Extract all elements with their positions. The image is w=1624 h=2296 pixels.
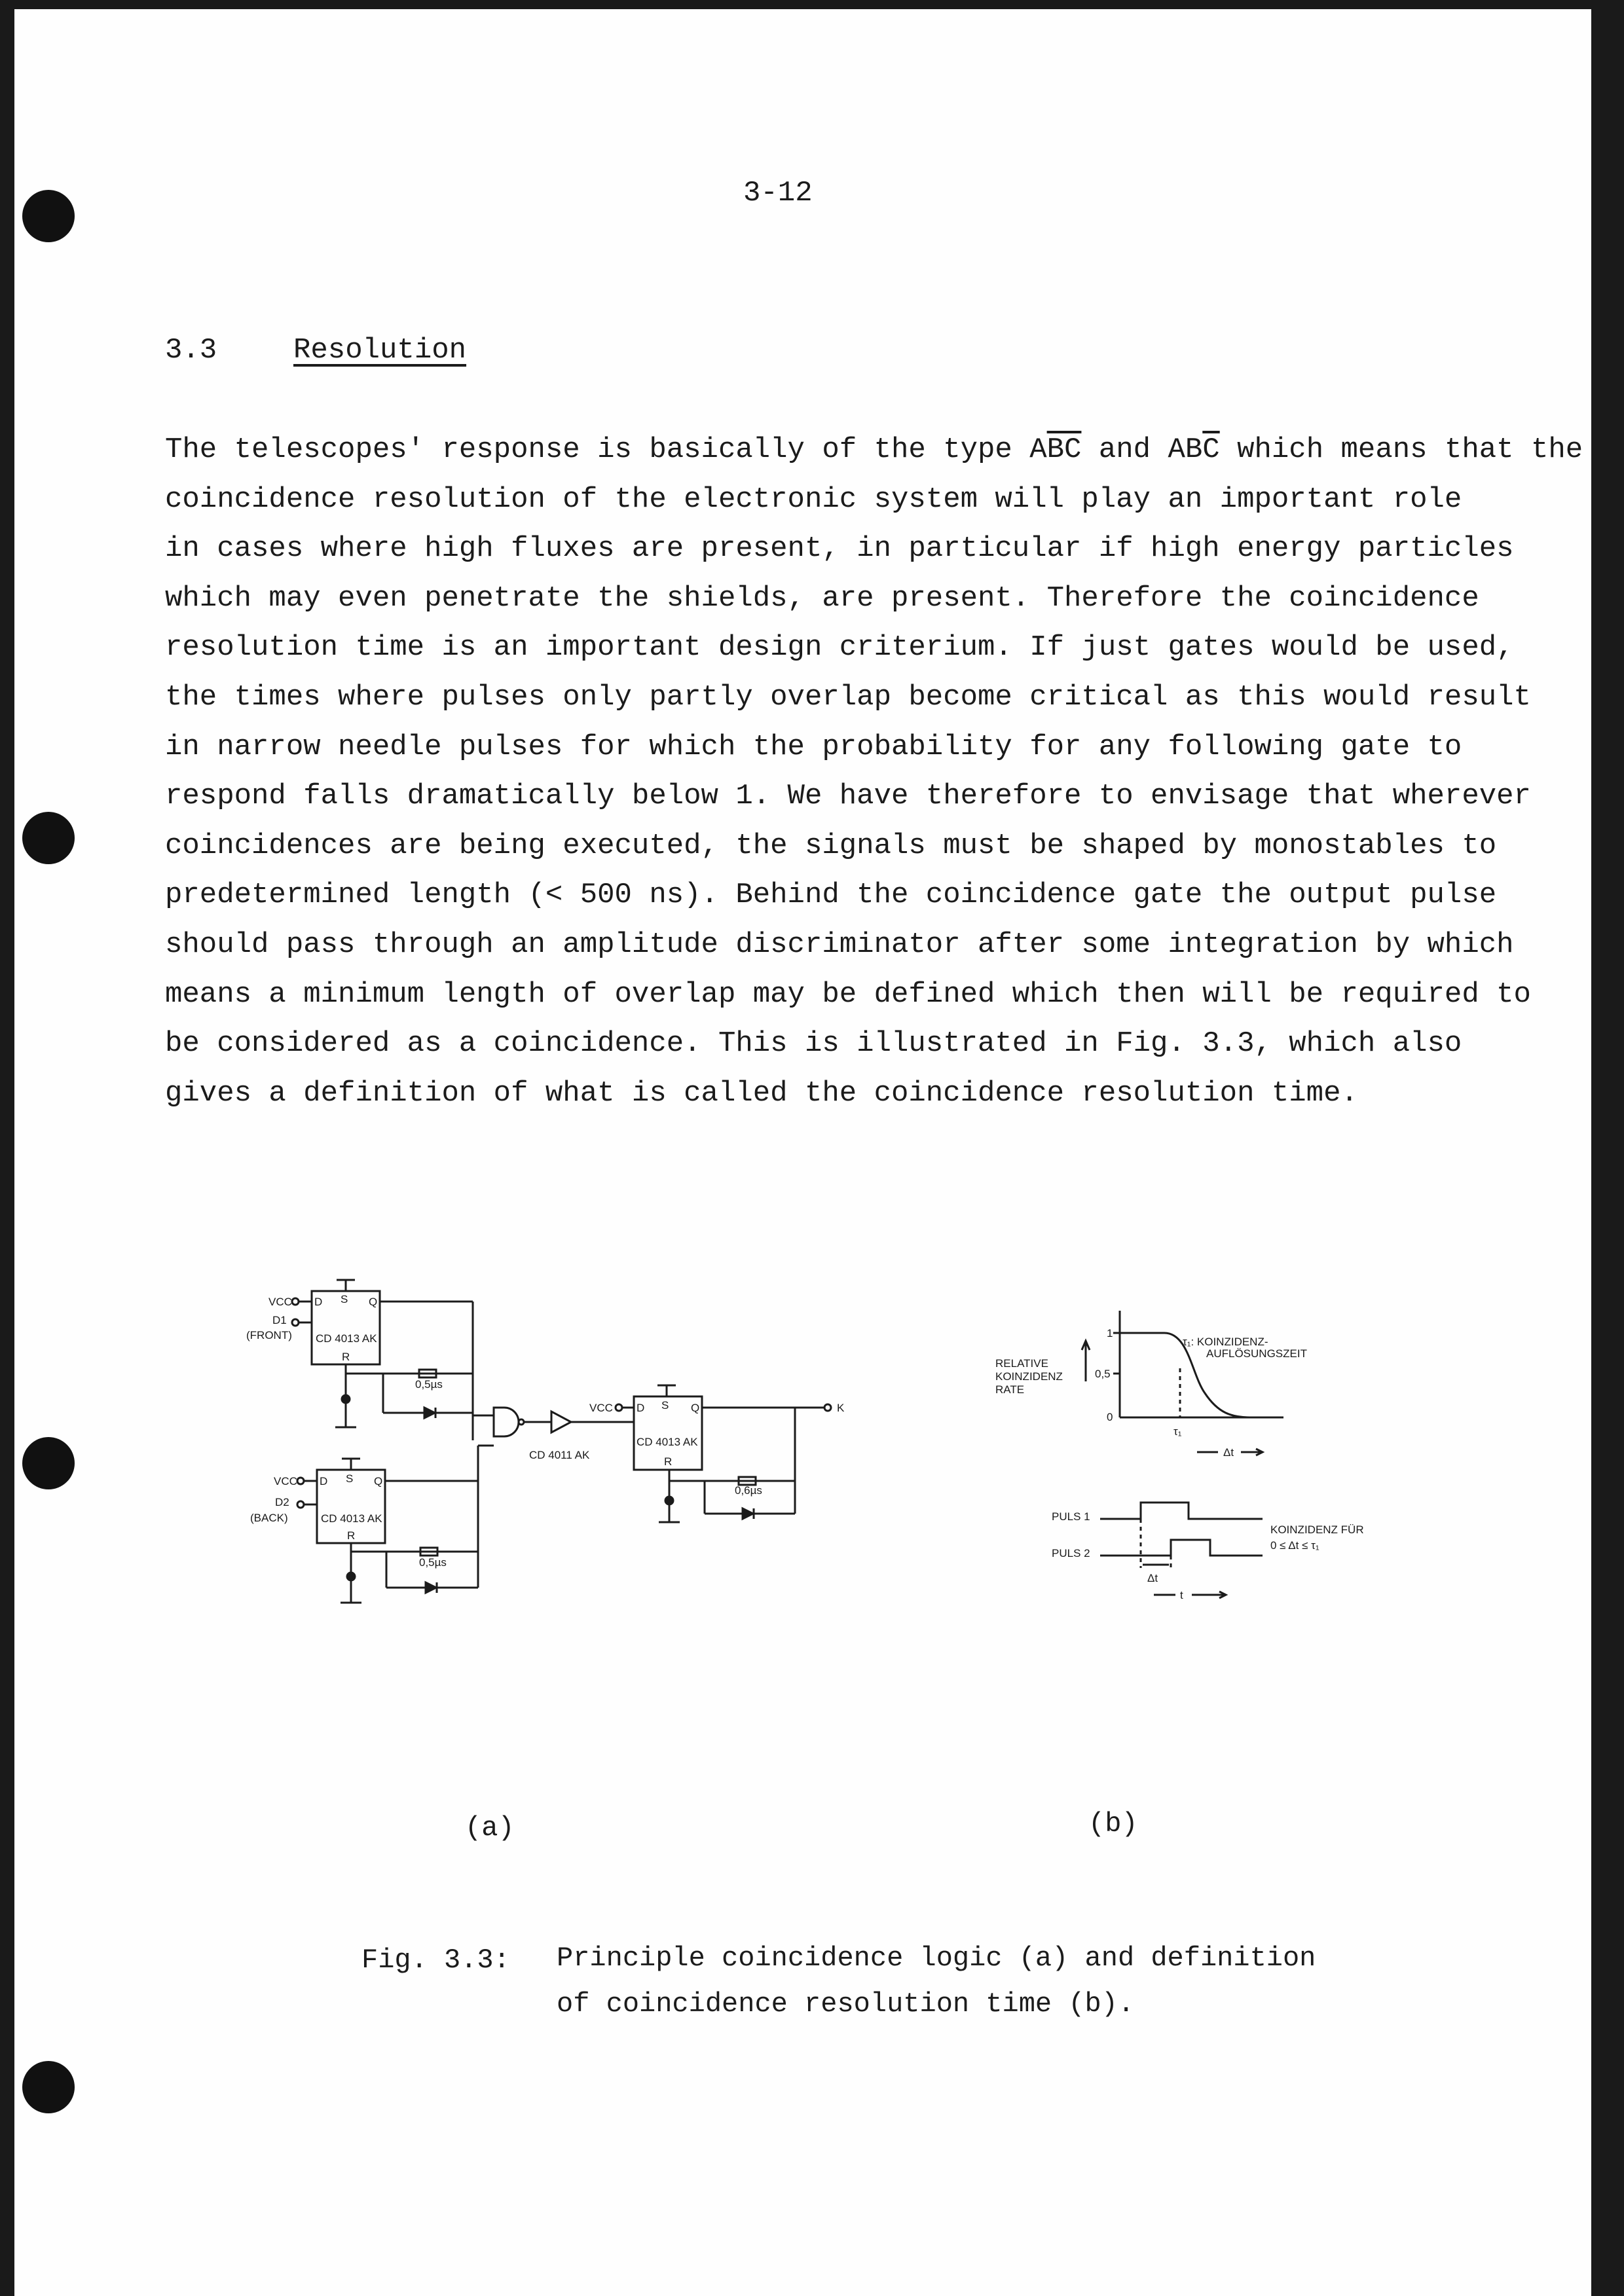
paragraph-line: in narrow needle pulses for which the probability for any following gate to bbox=[165, 730, 1462, 763]
chip-label: CD 4013 AK bbox=[321, 1512, 382, 1525]
paragraph-line: means a minimum length of overlap may be defined which then will be required to bbox=[165, 977, 1531, 1011]
pin-r-label: R bbox=[347, 1529, 356, 1542]
pin-s-label: S bbox=[661, 1399, 669, 1412]
text-run: The telescopes' response is basically of the type A bbox=[165, 433, 1047, 466]
paragraph-line: predetermined length (< 500 ns). Behind the coincidence gate the output pulse bbox=[165, 879, 1497, 912]
diode bbox=[426, 1582, 436, 1593]
paragraph-line: the times where pulses only partly overlap become critical as this would result bbox=[165, 680, 1531, 714]
pin-q-label: Q bbox=[691, 1402, 700, 1414]
section-title: Resolution bbox=[293, 334, 467, 367]
paragraph-line: be considered as a coincidence. This is illustrated in Fig. 3.3, which also bbox=[165, 1027, 1462, 1061]
y-axis-label: RATE bbox=[995, 1383, 1025, 1396]
delta-t-label: Δt bbox=[1147, 1572, 1158, 1584]
nand-gate bbox=[494, 1408, 519, 1436]
input-terminal bbox=[297, 1478, 304, 1484]
pin-q-label: Q bbox=[369, 1296, 378, 1308]
tick-label: 1 bbox=[1107, 1327, 1113, 1339]
inverter bbox=[551, 1412, 571, 1432]
circuit-diagram bbox=[292, 1280, 831, 1603]
puls-2-trace bbox=[1100, 1540, 1263, 1556]
chip-label: CD 4013 AK bbox=[316, 1332, 377, 1345]
subfigure-b-label: (b) bbox=[1088, 1808, 1138, 1840]
chip-label: CD 4013 AK bbox=[637, 1436, 698, 1448]
diode bbox=[424, 1408, 435, 1418]
pin-d-label: D bbox=[314, 1296, 323, 1308]
output-label: K bbox=[837, 1402, 845, 1414]
paragraph-line: should pass through an amplitude discriminator after some integration by which bbox=[165, 928, 1514, 961]
puls-2-label: PULS 2 bbox=[1052, 1547, 1090, 1559]
paragraph-line: coincidences are being executed, the signals must be shaped by monostables to bbox=[165, 829, 1497, 862]
input-terminal bbox=[292, 1319, 299, 1326]
vcc-label: VCC bbox=[274, 1475, 297, 1487]
pin-s-label: S bbox=[341, 1293, 348, 1305]
output-terminal bbox=[824, 1404, 831, 1411]
coincidence-condition: KOINZIDENZ FÜR bbox=[1270, 1523, 1364, 1536]
paragraph-line: gives a definition of what is called the coincidence resolution time. bbox=[165, 1076, 1358, 1110]
d1-label: D1 bbox=[272, 1314, 287, 1326]
diode bbox=[743, 1508, 753, 1519]
caption-line: of coincidence resolution time (b). bbox=[557, 1988, 1135, 2020]
resistor-label: 0,6µs bbox=[735, 1484, 762, 1497]
pin-d-label: D bbox=[637, 1402, 645, 1414]
input-terminal bbox=[292, 1298, 299, 1305]
paragraph-line: respond falls dramatically below 1. We have therefore to envisage that wherever bbox=[165, 780, 1531, 813]
subfigure-a-label: (a) bbox=[465, 1812, 515, 1844]
text-run: and AB bbox=[1081, 433, 1203, 466]
paragraph-line: in cases where high fluxes are present, in particular if high energy particles bbox=[165, 532, 1514, 566]
x-axis-label: Δt bbox=[1223, 1446, 1234, 1459]
figure-caption-label: Fig. 3.3: bbox=[361, 1944, 510, 1976]
overlined-text: $\overline{BC}$ bbox=[1046, 433, 1082, 466]
page-number: 3-12 bbox=[743, 177, 813, 210]
section-number: 3.3 bbox=[165, 334, 217, 367]
tau-tick-label: τ₁ bbox=[1173, 1425, 1182, 1438]
pin-s-label: S bbox=[346, 1472, 354, 1485]
back-label: (BACK) bbox=[250, 1512, 288, 1524]
paragraph-line: which may even penetrate the shields, are present. Therefore the coincidence bbox=[165, 581, 1479, 615]
input-terminal bbox=[297, 1501, 304, 1508]
pin-q-label: Q bbox=[374, 1475, 383, 1487]
tick-label: 0,5 bbox=[1095, 1368, 1111, 1380]
time-axis-label: t bbox=[1180, 1589, 1183, 1601]
pulse-diagram bbox=[1100, 1503, 1263, 1598]
d2-label: D2 bbox=[275, 1496, 289, 1508]
resistor-label: 0,5µs bbox=[415, 1378, 443, 1391]
y-axis-label: RELATIVE bbox=[995, 1357, 1048, 1370]
tick-label: 0 bbox=[1107, 1411, 1113, 1423]
input-terminal bbox=[616, 1404, 622, 1411]
figure-caption bbox=[557, 1935, 1316, 2027]
front-label: (FRONT) bbox=[246, 1329, 292, 1341]
resistor-label: 0,5µs bbox=[419, 1556, 447, 1569]
overlined-text: $\overline{C}$ bbox=[1202, 433, 1220, 466]
puls-1-label: PULS 1 bbox=[1052, 1510, 1090, 1523]
tau-definition: AUFLÖSUNGSZEIT bbox=[1206, 1347, 1307, 1360]
pin-r-label: R bbox=[664, 1455, 673, 1468]
puls-1-trace bbox=[1100, 1503, 1263, 1519]
y-axis-label: KOINZIDENZ bbox=[995, 1370, 1063, 1383]
paragraph-line: coincidence resolution of the electronic system will play an important role bbox=[165, 483, 1462, 516]
caption-line: Principle coincidence logic (a) and definition bbox=[557, 1942, 1316, 1974]
vcc-label: VCC bbox=[589, 1402, 613, 1414]
vcc-label: VCC bbox=[268, 1296, 292, 1308]
coincidence-condition: 0 ≤ Δt ≤ τ₁ bbox=[1270, 1539, 1320, 1552]
paragraph-line: resolution time is an important design criterium. If just gates would be used, bbox=[165, 631, 1514, 665]
text-run: which means that the bbox=[1219, 433, 1583, 466]
gate-chip-label: CD 4011 AK bbox=[529, 1449, 590, 1461]
tau-definition: τ₁: KOINZIDENZ- bbox=[1183, 1336, 1268, 1348]
pin-d-label: D bbox=[320, 1475, 328, 1487]
pin-r-label: R bbox=[342, 1351, 350, 1363]
